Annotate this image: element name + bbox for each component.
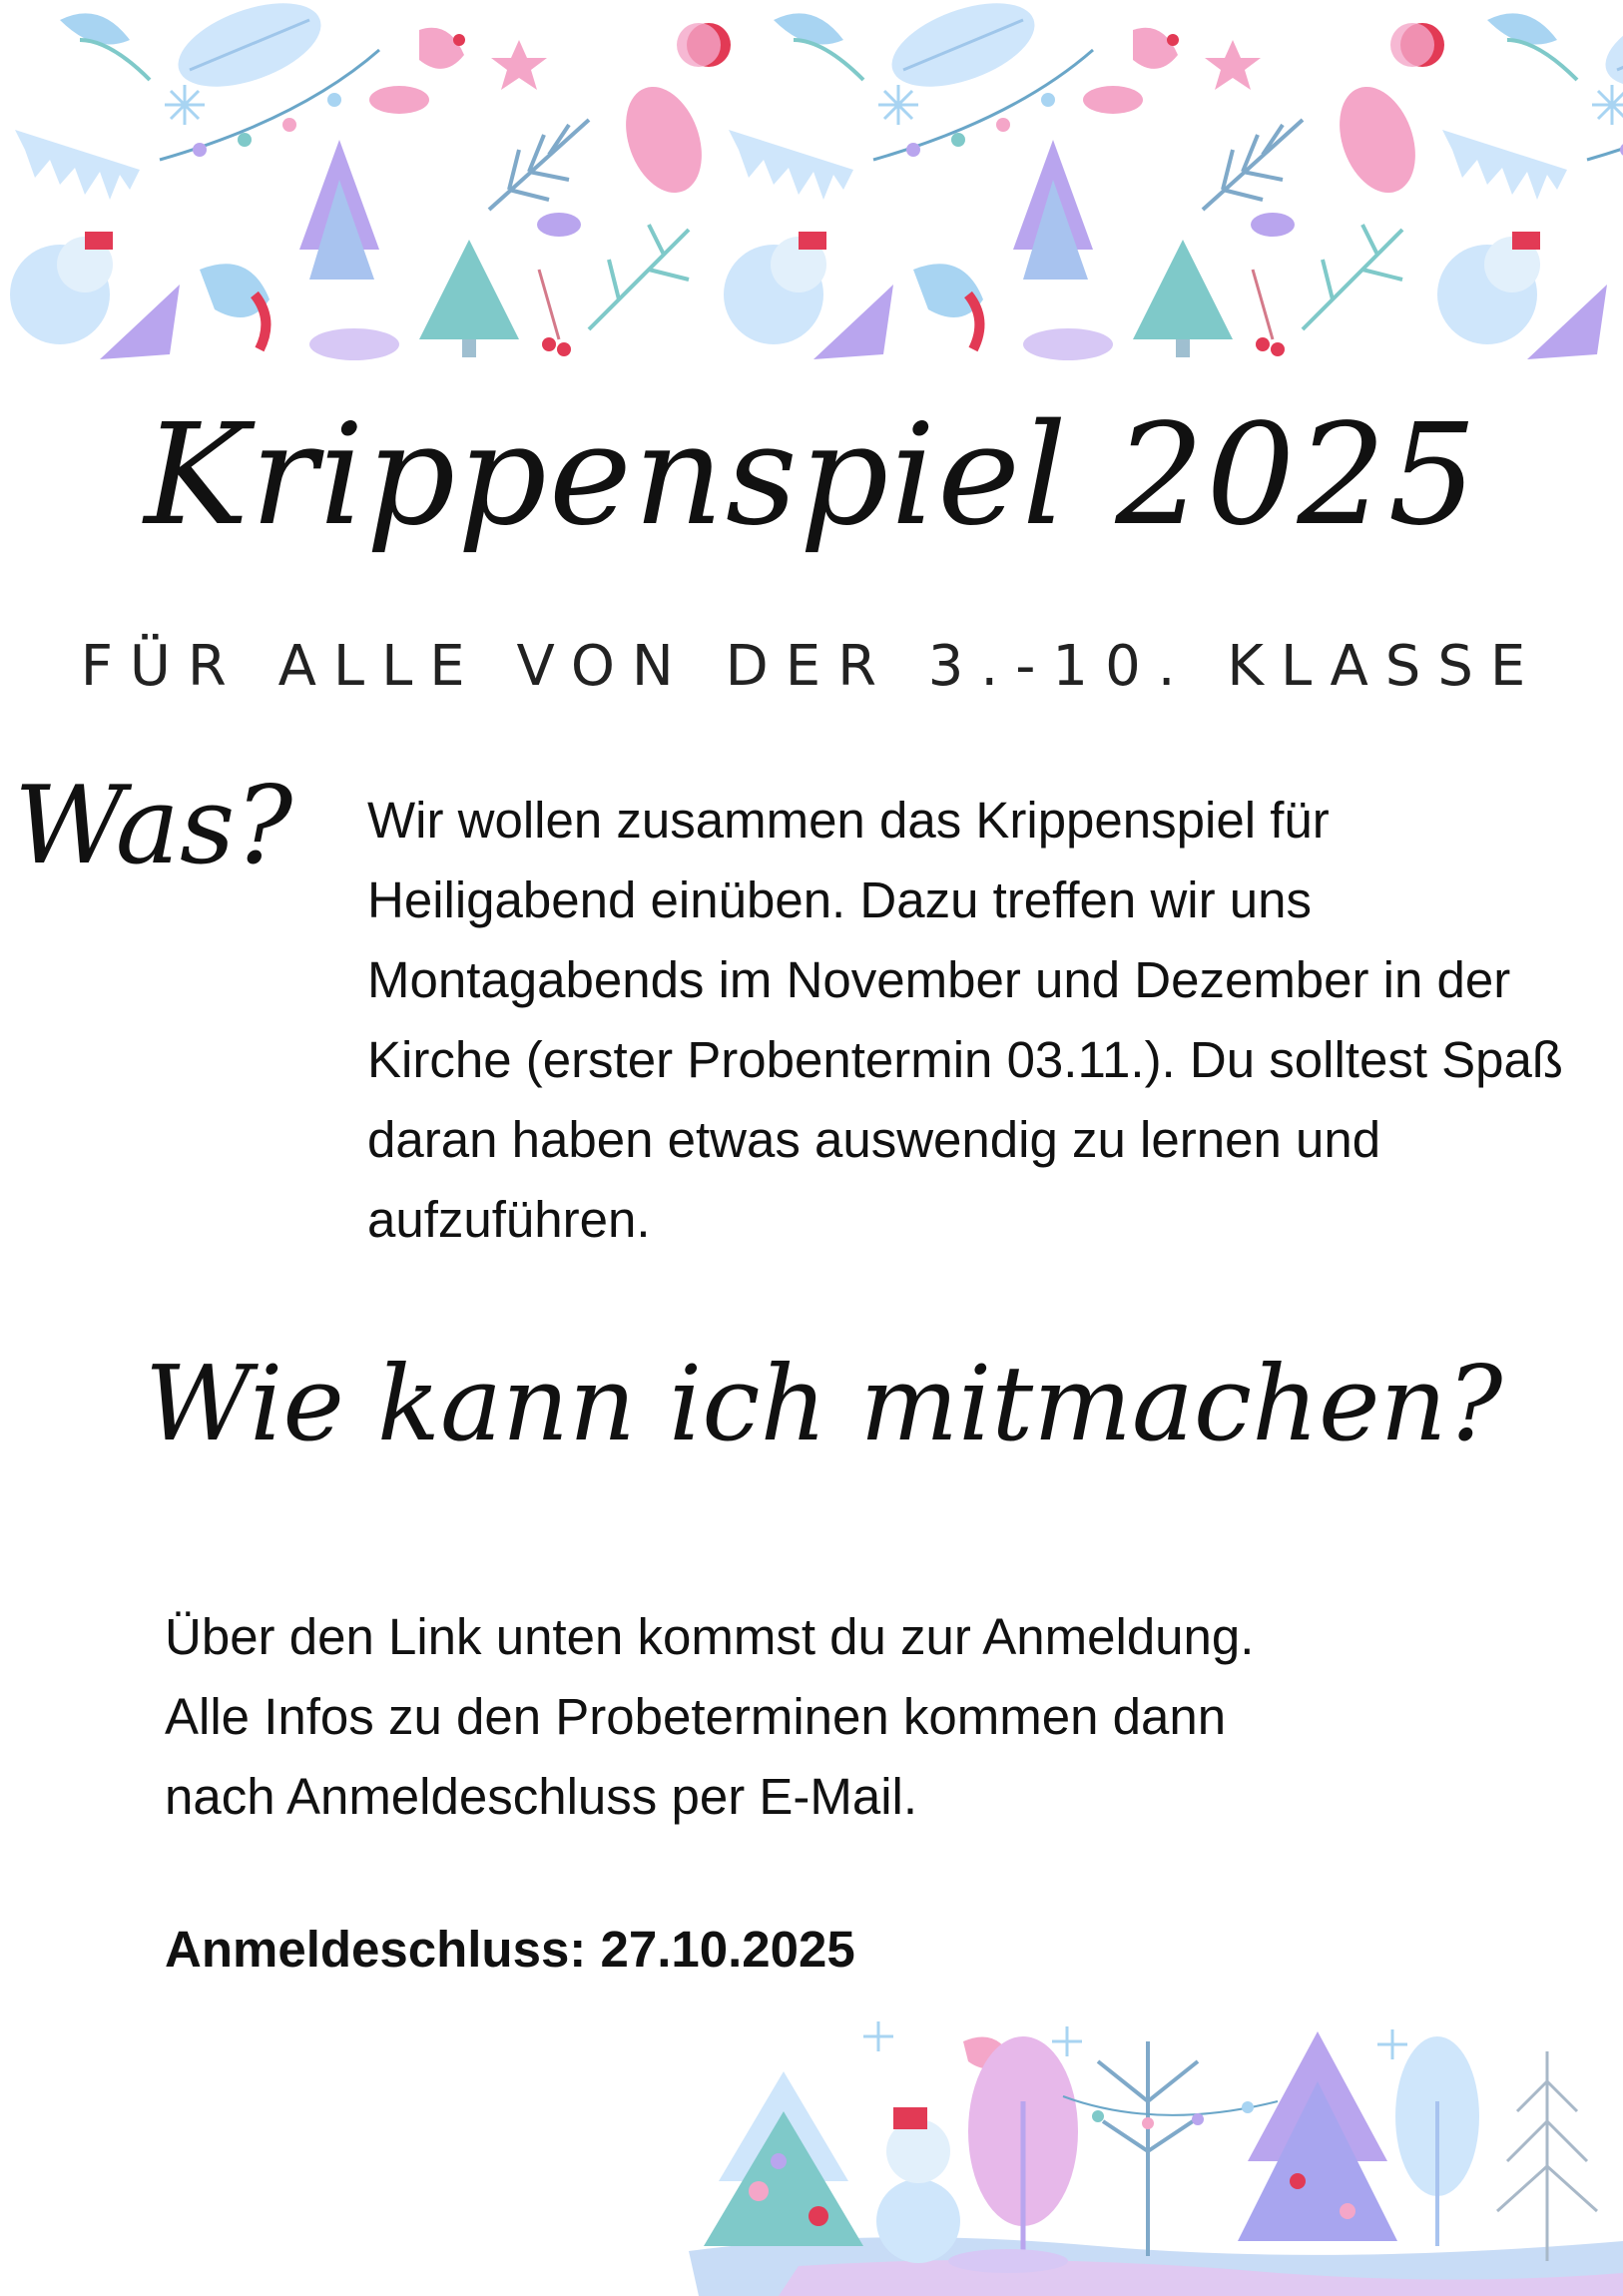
tree-icon: [1238, 2031, 1397, 2241]
snowman-icon: [876, 2107, 960, 2263]
fir-outline-icon: [1497, 2051, 1597, 2261]
tree-icon: [1395, 2036, 1479, 2246]
winter-pattern-border: [0, 0, 1623, 389]
berries-icon: [539, 270, 571, 356]
fern-icon: [489, 120, 589, 210]
leaf-icon: [612, 76, 715, 203]
leaf-icon: [168, 0, 332, 104]
icicle-icon: [15, 130, 140, 200]
was-label: Was?: [14, 764, 293, 888]
bare-tree-icon: [1098, 2041, 1198, 2256]
christmas-tree-icon: [704, 2071, 863, 2246]
tree-icon: [419, 240, 519, 339]
mitmachen-description: Über den Link unten kommst du zur Anmeldung. Alle Infos zu den Probeterminen kommen dann nach Anmeldeschluss per E-Mail.: [165, 1608, 1255, 1825]
leaf-icon: [60, 13, 130, 44]
twig-icon: [589, 225, 689, 329]
was-description: Wir wollen zusammen das Krippenspiel für Heiligabend einüben. Dazu treffen wir uns Montagabends im November und Dezember in der Kirche (erster Probentermin 03.11.). Du solltest Spaß daran haben etwas auswendig zu lernen und aufzuführen.: [367, 792, 1564, 1248]
winter-pattern-tile: [10, 0, 731, 360]
registration-deadline: Anmeldeschluss: 27.10.2025: [165, 1921, 855, 1978]
winter-landscape-illustration: [679, 2011, 1623, 2296]
tree-icon: [968, 2036, 1078, 2256]
bird-icon: [419, 28, 464, 69]
star-icon: [491, 40, 547, 90]
page-title: Krippenspiel 2025: [144, 394, 1479, 557]
snowflake-icon: [165, 85, 205, 125]
mitmachen-heading: Wie kann ich mitmachen?: [145, 1343, 1503, 1464]
page-subtitle: FÜR ALLE VON DER 3.-10. KLASSE: [80, 634, 1543, 699]
cloud-icon: [309, 328, 399, 360]
